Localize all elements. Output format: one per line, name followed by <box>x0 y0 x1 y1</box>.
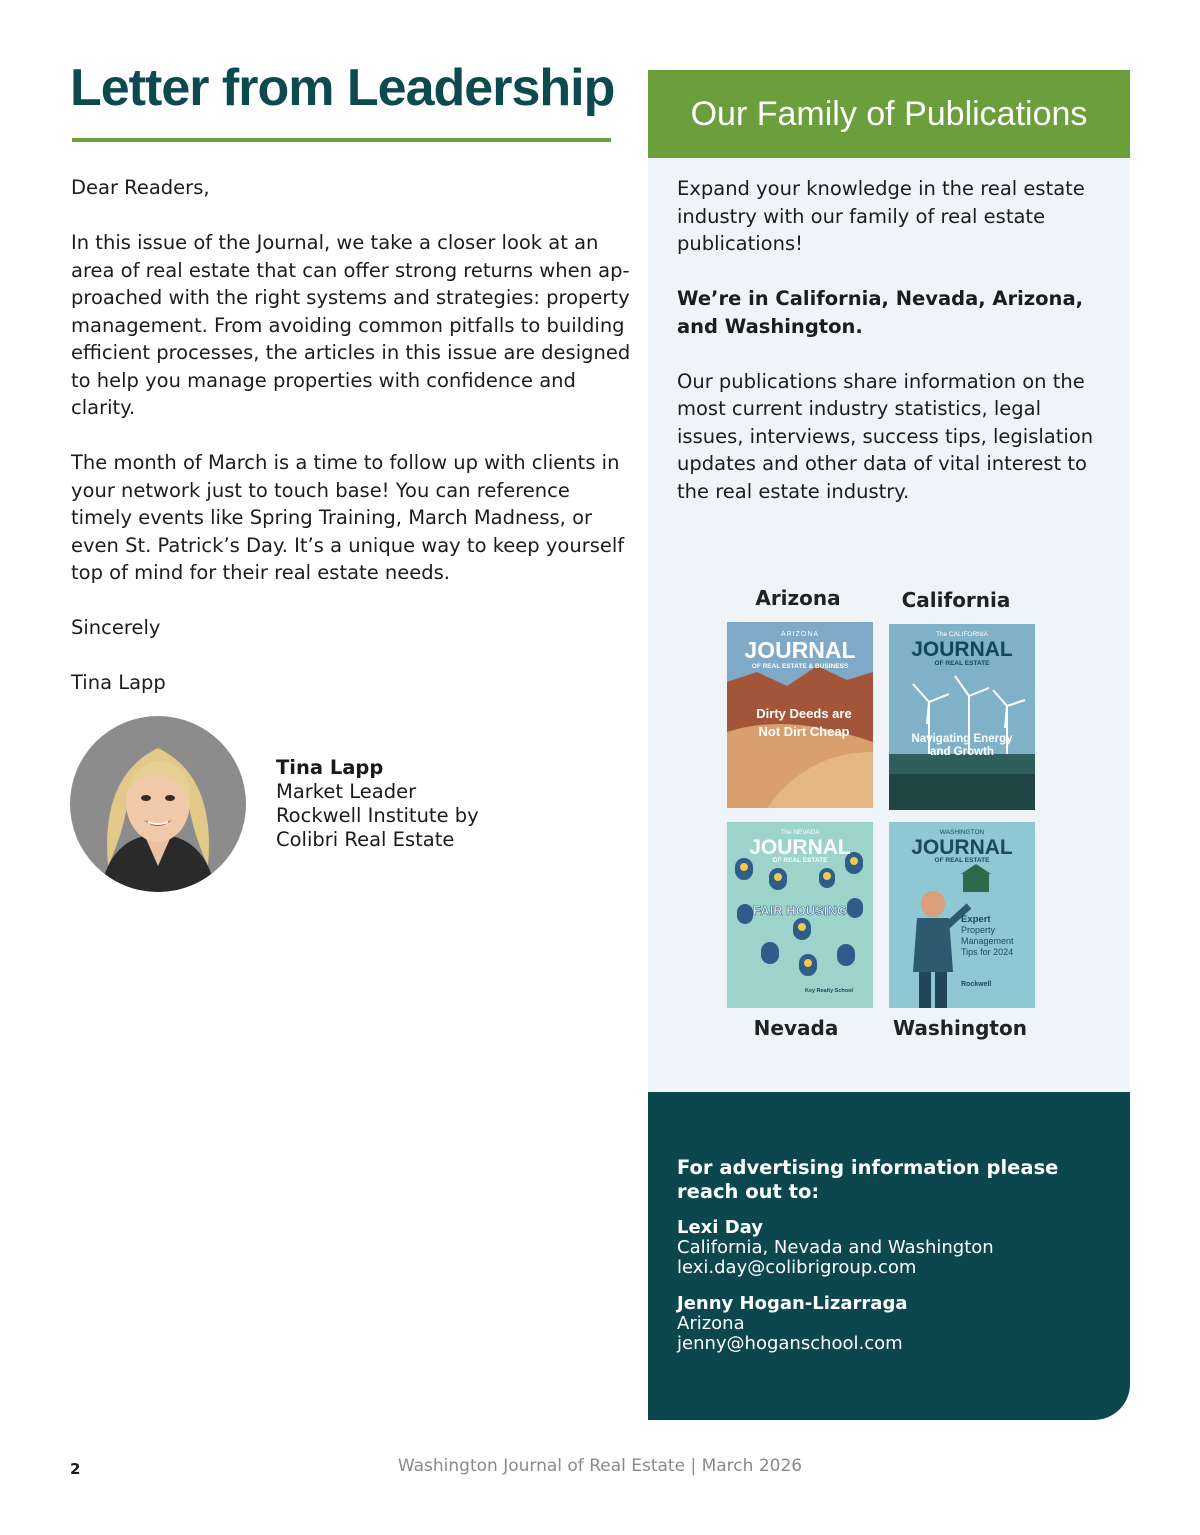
page-title: Letter from Leadership <box>70 59 615 117</box>
cover-washington-headline-4: Tips for 2024 <box>961 947 1014 957</box>
cover-washington-state: WASHINGTON <box>939 829 985 836</box>
panel-description: Our publications share information on the most current industry statistics, legal issues, interviews, success tips, legislation updates and other data of vital interest to the real estate industry. <box>677 369 1094 503</box>
letter-body <box>71 174 631 724</box>
cover-washington-headline-2: Property <box>961 925 996 935</box>
cover-washington[interactable] <box>889 822 1035 1008</box>
contact-person-2 <box>677 1294 1097 1354</box>
footer-publication-line: Washington Journal of Real Estate | March 2026 <box>397 1456 803 1476</box>
contact-region: California, Nevada and Washington <box>677 1237 994 1258</box>
cover-nevada-sub: OF REAL ESTATE <box>772 857 828 864</box>
cover-arizona-state: ARIZONA <box>780 631 820 638</box>
letter-signature: Tina Lapp <box>71 671 166 694</box>
cover-label-arizona: Arizona <box>755 586 841 610</box>
cover-washington-masthead: JOURNAL <box>911 836 1013 859</box>
panel-intro: Expand your knowledge in the real estate industry with our family of real estate publications! <box>677 177 1085 255</box>
cover-washington-brand: Rockwell <box>961 981 992 988</box>
cover-washington-headline-3: Management <box>961 936 1014 946</box>
cover-nevada-headline: FAIR HOUSING <box>753 903 847 918</box>
contact-email[interactable]: lexi.day@colibrigroup.com <box>677 1257 917 1278</box>
cover-california-state: The CALIFORNIA <box>935 631 989 638</box>
author-org-line-2: Colibri Real Estate <box>276 828 455 851</box>
cover-arizona-headline-2: Not Dirt Cheap <box>758 724 850 739</box>
cover-california-headline-2: and Growth <box>930 746 994 758</box>
author-portrait <box>70 716 246 892</box>
panel-states: We’re in California, Nevada, Arizona, and Washington. <box>677 287 1084 338</box>
title-underline <box>72 138 611 142</box>
page-number: 2 <box>70 1460 81 1478</box>
letter-greeting: Dear Readers, <box>71 176 210 199</box>
author-org-line-1: Rockwell Institute by <box>276 804 479 827</box>
cover-california[interactable] <box>889 624 1035 810</box>
cover-california-headline-1: Navigating Energy <box>911 733 1013 745</box>
cover-california-masthead: JOURNAL <box>911 638 1013 661</box>
letter-paragraph-1: In this issue of the Journal, we take a closer look at an area of real estate that can offer strong returns when ap-proached with the right systems and strategies: property management. From avoiding common pitfalls to building efficient processes, the articles in this issue are designed to help you manage properties with confidence and clarity. <box>71 231 631 419</box>
publications-panel <box>648 70 1130 1420</box>
contact-region: Arizona <box>677 1313 745 1334</box>
cover-washington-sub: OF REAL ESTATE <box>934 857 990 864</box>
cover-arizona-sub: OF REAL ESTATE & BUSINESS <box>751 663 849 670</box>
contact-person-1 <box>677 1218 1097 1278</box>
cover-nevada-state: The NEVADA <box>780 829 820 836</box>
author-signature-block <box>276 756 479 852</box>
cover-washington-headline-1: Expert <box>961 914 991 925</box>
letter-closing: Sincerely <box>71 616 161 639</box>
contact-lead: For advertising information please reach out to: <box>677 1156 1059 1203</box>
contact-name: Jenny Hogan-Lizarraga <box>677 1293 908 1314</box>
cover-label-nevada: Nevada <box>753 1016 839 1040</box>
cover-nevada-masthead: JOURNAL <box>749 836 851 859</box>
advertising-contact-box <box>648 1092 1130 1420</box>
author-title: Market Leader <box>276 780 417 803</box>
contact-email[interactable]: jenny@hoganschool.com <box>677 1333 903 1354</box>
cover-nevada-brand: Key Realty School <box>805 988 853 994</box>
panel-title: Our Family of Publications <box>690 94 1088 133</box>
panel-text <box>677 175 1107 533</box>
cover-nevada[interactable] <box>727 822 873 1008</box>
cover-label-california: California <box>901 588 1011 612</box>
cover-label-washington: Washington <box>893 1016 1027 1040</box>
letter-paragraph-2: The month of March is a time to follow up with clients in your network just to touch base! You can reference timely events like Spring Training, March Madness, or even St. Patrick’s Day. It’s a unique way to keep yourself top of mind for their real estate needs. <box>71 451 625 584</box>
cover-arizona[interactable] <box>727 622 873 808</box>
panel-header <box>648 70 1130 158</box>
cover-california-sub: OF REAL ESTATE <box>934 660 990 667</box>
author-name: Tina Lapp <box>276 756 384 779</box>
cover-arizona-headline-1: Dirty Deeds are <box>756 706 852 721</box>
contact-name: Lexi Day <box>677 1217 763 1238</box>
cover-arizona-masthead: JOURNAL <box>744 637 856 663</box>
